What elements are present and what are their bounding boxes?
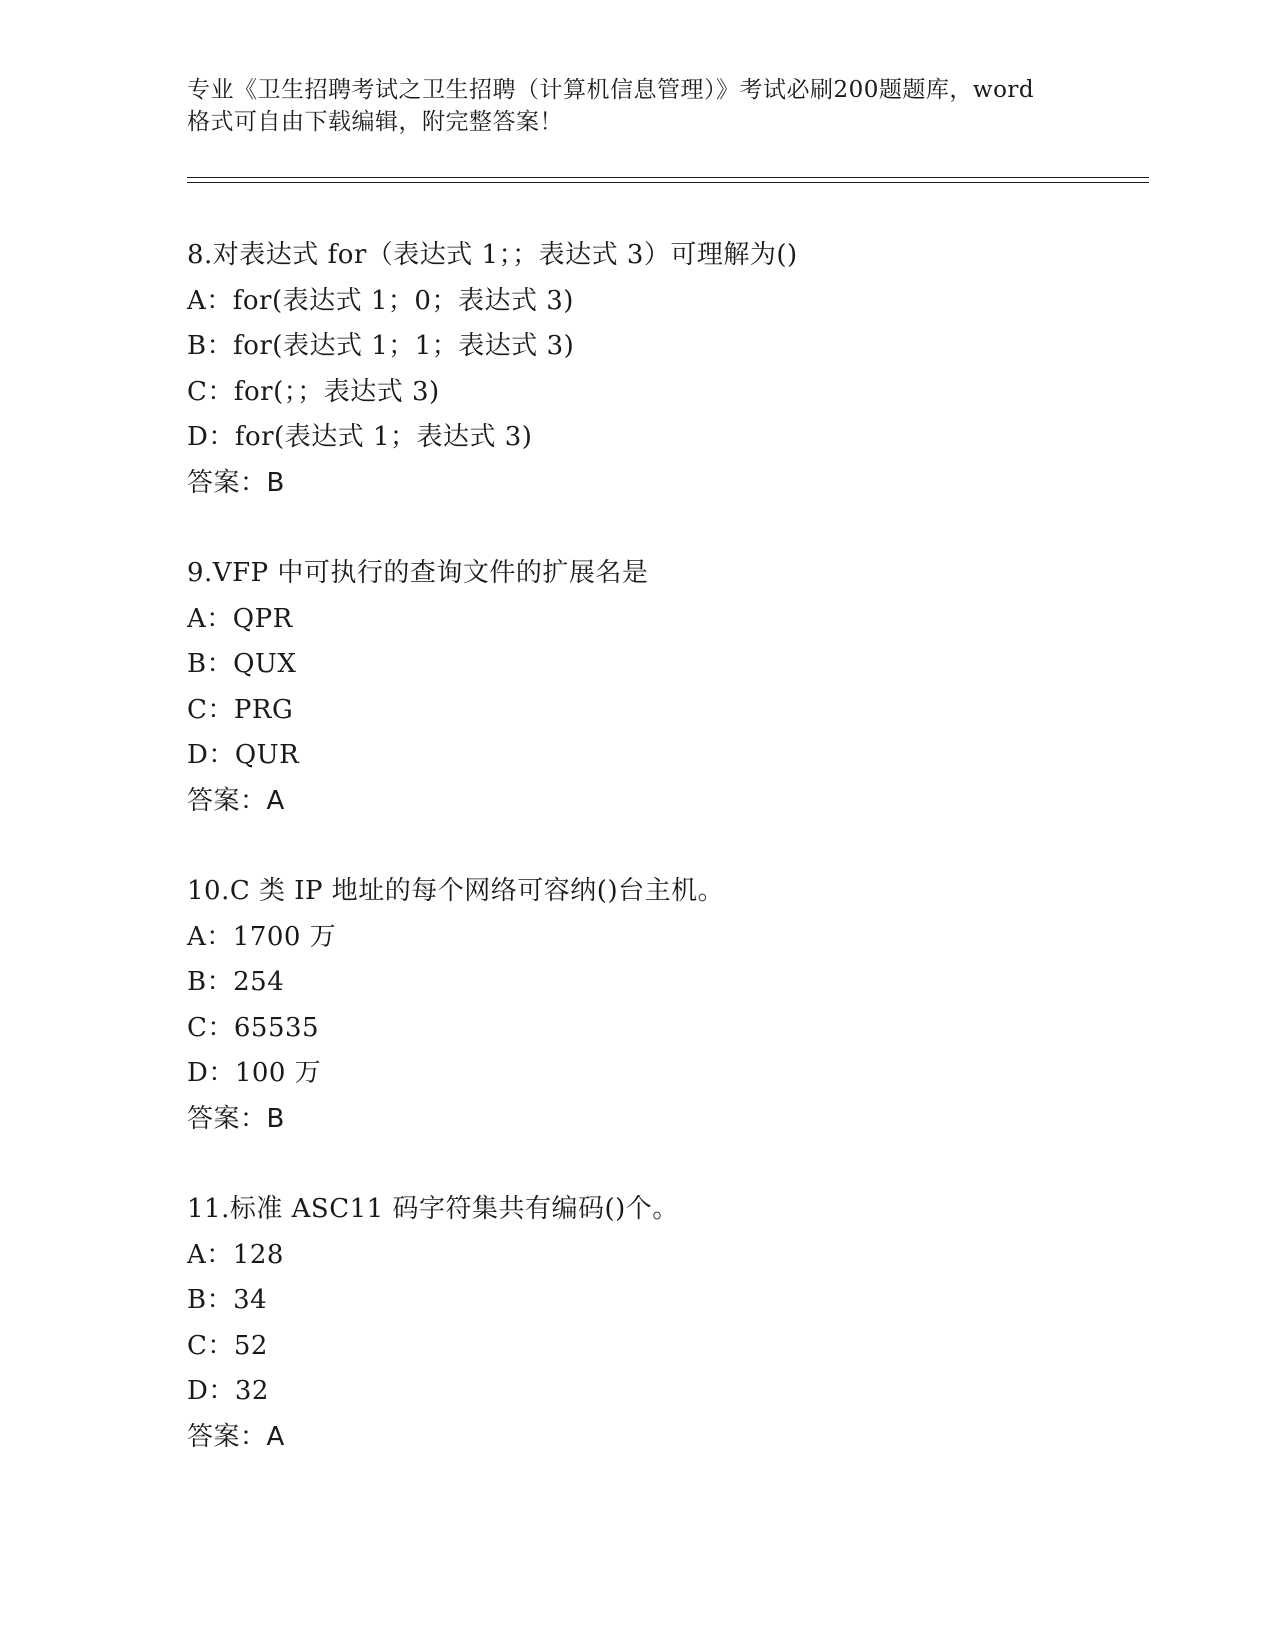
document-header [187,74,1087,138]
header-divider-top [187,177,1149,178]
option-a: A：128 [187,1239,284,1270]
option-a: A：for(表达式 1；0；表达式 3) [187,285,574,316]
header-line-1: 专业《卫生招聘考试之卫生招聘（计算机信息管理）》考试必刷200题题库，word [187,77,1035,103]
question-list [187,233,1147,1505]
question-title: 11.标准 ASC11 码字符集共有编码()个。 [187,1194,679,1224]
question-9 [187,551,1147,869]
option-a: A：QPR [187,603,293,634]
header-divider-bottom [187,182,1149,183]
option-d: D：32 [187,1376,269,1406]
option-b: B：for(表达式 1；1；表达式 3) [187,331,575,361]
option-c: C：65535 [187,1012,320,1043]
question-title: 8.对表达式 for（表达式 1；；表达式 3）可理解为() [187,240,798,270]
option-c: C：52 [187,1330,268,1361]
answer-label: 答案：B [187,1103,285,1134]
answer-label: 答案：B [187,467,285,498]
question-title: 10.C 类 IP 地址的每个网络可容纳()台主机。 [187,876,725,906]
option-c: C：PRG [187,694,294,725]
answer-label: 答案：A [187,1421,285,1452]
question-8 [187,233,1147,551]
option-d: D：QUR [187,740,300,770]
option-a: A：1700 万 [187,921,337,952]
question-11 [187,1187,1147,1505]
option-b: B：254 [187,967,285,997]
option-b: B：QUX [187,649,297,679]
option-b: B：34 [187,1285,268,1315]
question-10 [187,869,1147,1187]
answer-label: 答案：A [187,785,285,816]
option-d: D：100 万 [187,1058,322,1088]
question-title: 9.VFP 中可执行的查询文件的扩展名是 [187,558,649,588]
option-c: C：for(；；表达式 3) [187,376,440,407]
option-d: D：for(表达式 1；表达式 3) [187,422,533,452]
header-line-2: 格式可自由下载编辑，附完整答案！ [187,109,563,135]
